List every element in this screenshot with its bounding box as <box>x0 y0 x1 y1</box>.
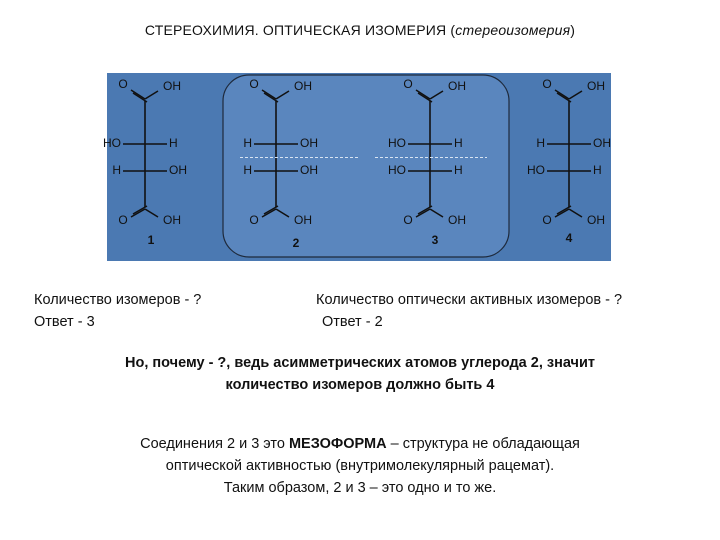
oxygen-label: O <box>118 77 128 92</box>
question-active-isomers: Количество оптически активных изомеров - ? <box>316 292 623 308</box>
answer-isomers-count: Ответ - 3 <box>34 314 95 330</box>
oxygen-label: O <box>249 213 259 228</box>
meso-line-2: оптической активностью (внутримолекулярный рацемат). <box>165 458 555 474</box>
oxygen-label: O <box>249 77 259 92</box>
carbonyl-bond-top-2 <box>557 93 571 102</box>
substituent-right: OH <box>593 136 611 151</box>
structure-number: 1 <box>147 233 155 248</box>
substituent-left: H <box>112 163 121 178</box>
substituent-left: HO <box>527 163 545 178</box>
substituent-right: OH <box>300 136 318 151</box>
hydroxyl-label: OH <box>448 213 466 228</box>
substituent-right: H <box>454 136 463 151</box>
substituent-right: OH <box>169 163 187 178</box>
title-close: ) <box>570 22 576 38</box>
carbonyl-bond-top <box>555 90 569 99</box>
carbonyl-bond-bottom <box>555 209 569 217</box>
question-isomers-count: Количество изомеров - ? <box>34 292 202 308</box>
hydroxyl-bond-top <box>145 91 158 99</box>
structure-number: 4 <box>565 231 573 246</box>
substituent-left: HO <box>388 136 406 151</box>
meso-highlight <box>223 75 509 257</box>
page-title <box>0 22 720 38</box>
meso-line-3: Таким образом, 2 и 3 – это одно и то же. <box>223 480 497 496</box>
title-italic: стереоизомерия <box>455 22 571 38</box>
carbonyl-bond-top-2 <box>133 93 147 102</box>
carbonyl-bond-bottom-2 <box>133 206 147 214</box>
oxygen-label: O <box>403 213 413 228</box>
structures-panel <box>103 73 611 261</box>
structure-number: 3 <box>431 233 439 248</box>
substituent-left: H <box>536 136 545 151</box>
carbonyl-bond-bottom-2 <box>557 206 571 214</box>
carbonyl-bond-top <box>131 90 145 99</box>
carbonyl-bond-bottom <box>131 209 145 217</box>
answer-active-isomers: Ответ - 2 <box>322 314 383 330</box>
meso-term: МЕЗОФОРМА <box>288 436 387 452</box>
hydroxyl-label: OH <box>294 213 312 228</box>
meso-line-1-post: – структура не обладающая <box>386 436 580 452</box>
structure-number: 2 <box>292 236 300 251</box>
why-line-2: количество изомеров должно быть 4 <box>225 377 495 393</box>
substituent-left: H <box>243 136 252 151</box>
substituent-left: HO <box>388 163 406 178</box>
hydroxyl-bond-bottom <box>145 209 158 217</box>
hydroxyl-label: OH <box>448 79 466 94</box>
why-line-1: Но, почему - ?, ведь асимметрических атомов углерода 2, значит <box>125 355 595 371</box>
hydroxyl-label: OH <box>294 79 312 94</box>
substituent-left: H <box>243 163 252 178</box>
oxygen-label: O <box>118 213 128 228</box>
hydroxyl-bond-top <box>569 91 582 99</box>
substituent-right: H <box>169 136 178 151</box>
hydroxyl-bond-bottom <box>569 209 582 217</box>
hydroxyl-label: OH <box>163 213 181 228</box>
hydroxyl-label: OH <box>163 79 181 94</box>
structures-diagram <box>103 73 611 261</box>
oxygen-label: O <box>403 77 413 92</box>
hydroxyl-label: OH <box>587 79 605 94</box>
title-main: СТЕРЕОХИМИЯ. ОПТИЧЕСКАЯ ИЗОМЕРИЯ ( <box>144 22 456 38</box>
substituent-right: OH <box>300 163 318 178</box>
meso-line-1-pre: Соединения 2 и 3 это <box>140 436 289 452</box>
oxygen-label: O <box>542 77 552 92</box>
meso-line-1 <box>0 436 720 452</box>
substituent-left: HO <box>103 136 121 151</box>
oxygen-label: O <box>542 213 552 228</box>
substituent-right: H <box>593 163 602 178</box>
substituent-right: H <box>454 163 463 178</box>
hydroxyl-label: OH <box>587 213 605 228</box>
